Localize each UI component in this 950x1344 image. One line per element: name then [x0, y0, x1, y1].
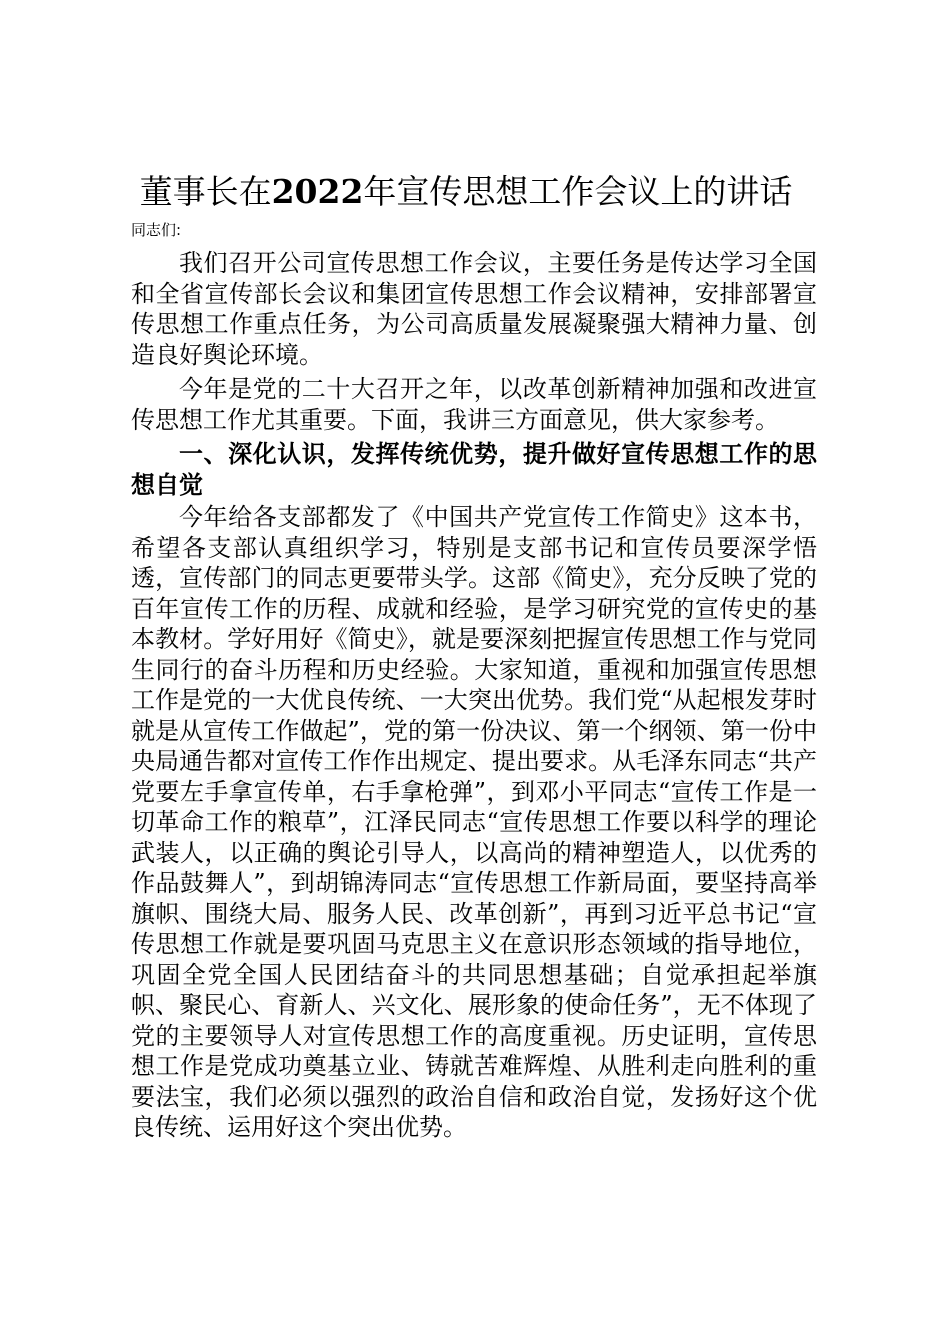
title-year: 2022 — [271, 172, 364, 211]
intro-paragraph-2: 今年是党的二十大召开之年，以改革创新精神加强和改进宣传思想工作尤其重要。下面，我讲三方面意见，供大家参考。 — [131, 375, 817, 434]
title-prefix: 董事长在 — [139, 172, 272, 211]
section-1-paragraph: 今年给各支部都发了《中国共产党宣传工作简史》这本书，希望各支部认真组织学习，特别是支部书记和宣传员要深学悟透，宣传部门的同志更要带头学。这部《简史》，充分反映了党的百年宣传工作的历程、成就和经验，是学习研究党的宣传史的基本教材。学好用好《简史》，就是要深刻把握宣传思想工作与党同生同行的奋斗历程和历史经验。大家知道，重视和加强宣传思想工作是党的一大优良传统、一大突出优势。我们党“从起根发芽时就是从宣传工作做起”，党的第一份决议、第一个纲领、第一份中央局通告都对宣传工作作出规定、提出要求。从毛泽东同志“共产党要左手拿宣传单，右手拿枪弹”，到邓小平同志“宣传工作是一切革命工作的粮草”，江泽民同志“宣传思想工作要以科学的理论武装人，以正确的舆论引导人，以高尚的精神塑造人，以优秀的作品鼓舞人”，到胡锦涛同志“宣传思想工作新局面，要坚持高举旗帜、围绕大局、服务人民、改革创新”，再到习近平总书记“宣传思想工作就是要巩固马克思主义在意识形态领域的指导地位，巩固全党全国人民团结奋斗的共同思想基础；自觉承担起举旗帜、聚民心、育新人、兴文化、展形象的使命任务”，无不体现了党的主要领导人对宣传思想工作的高度重视。历史证明，宣传思想工作是党成功奠基立业、铸就苦难辉煌、从胜利走向胜利的重要法宝，我们必须以强烈的政治自信和政治自觉，发扬好这个优良传统、运用好这个突出优势。 — [131, 503, 817, 1141]
document-body — [131, 170, 817, 1147]
intro-paragraph-1: 我们召开公司宣传思想工作会议，主要任务是传达学习全国和全省宣传部长会议和集团宣传思想工作会议精神，安排部署宣传思想工作重点任务，为公司高质量发展凝聚强大精神力量、创造良好舆论环境。 — [131, 249, 817, 369]
page-title — [115, 170, 817, 214]
section-heading-1: 一、深化认识，发挥传统优势，提升做好宣传思想工作的思想自觉 — [131, 440, 817, 499]
salutation: 同志们: — [131, 221, 182, 239]
title-suffix: 年宣传思想工作会议上的讲话 — [363, 172, 793, 211]
